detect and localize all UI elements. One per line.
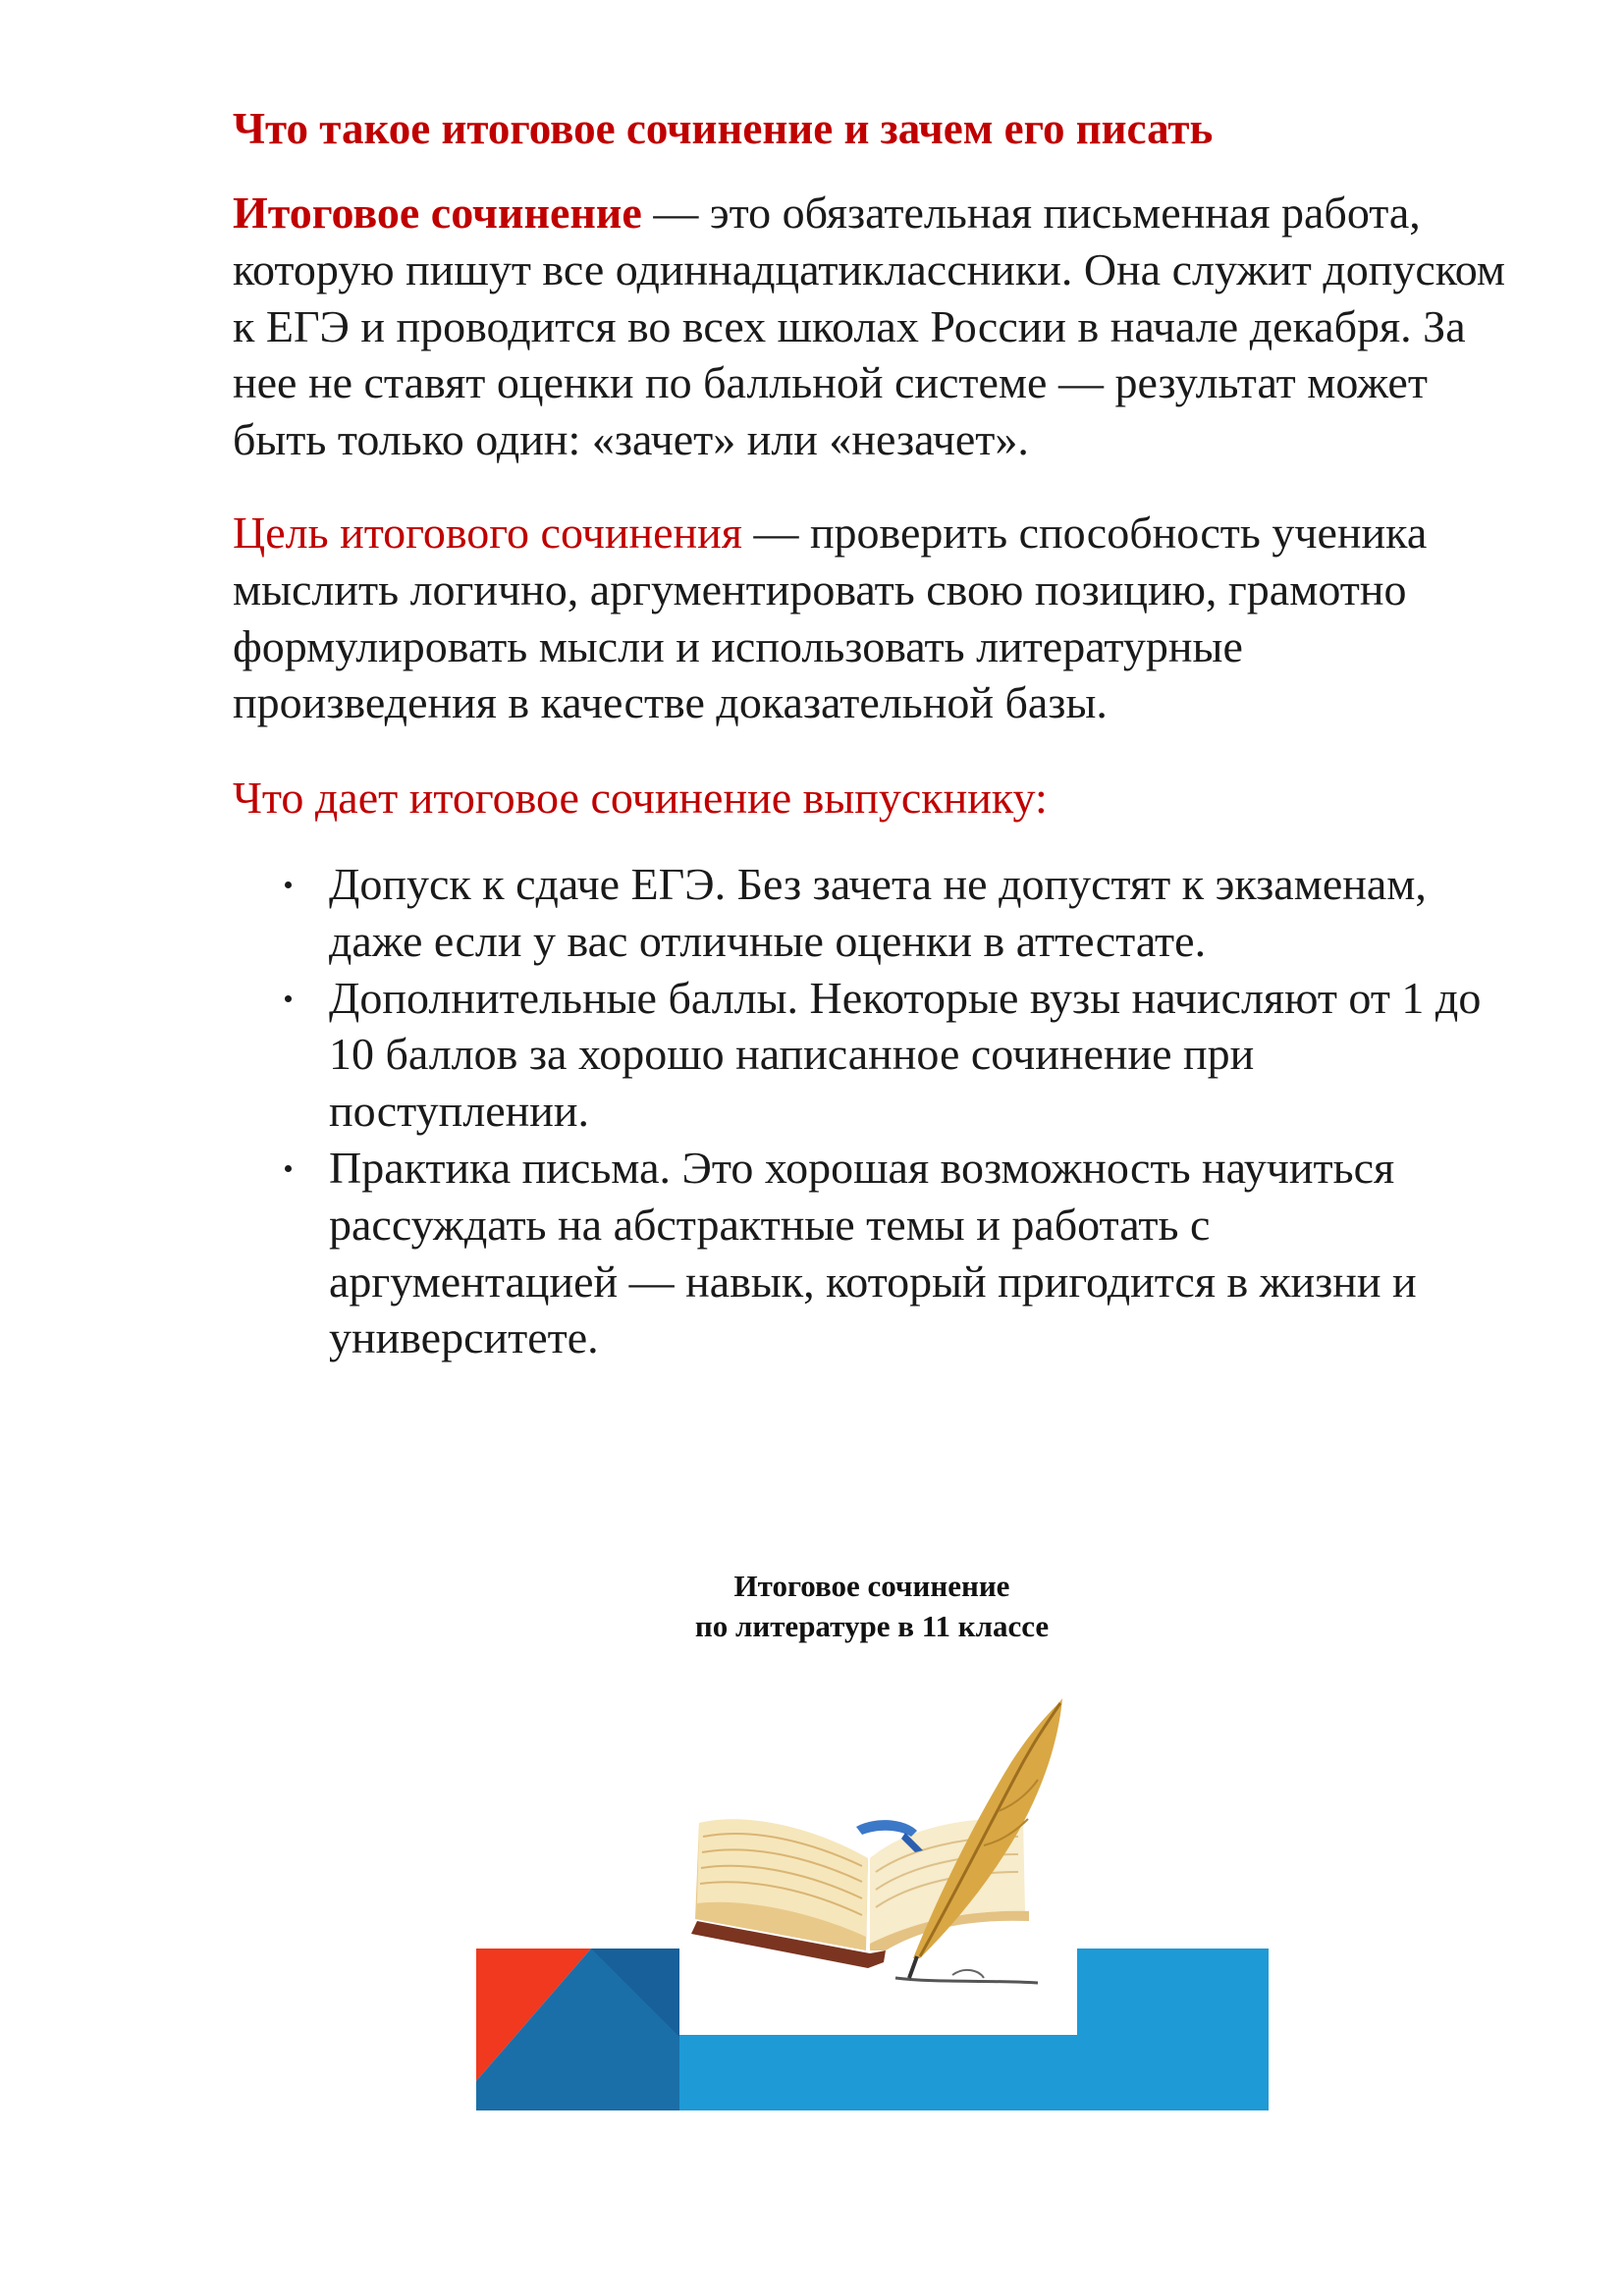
document-page [233, 98, 1509, 1366]
intro-text: — это обязательная письменная работа, которую пишут все одиннадцатиклассники. Она служит допуском к ЕГЭ и проводится во всех школах России в начале декабря. За нее не ставят оценки по балльной системе — результат может быть только один: «зачет» или «незачет». [233, 187, 1506, 465]
benefits-heading: Что дает итоговое сочинение выпускнику: [233, 773, 1048, 824]
benefits-list [233, 856, 1509, 1366]
illustration-title [473, 1566, 1271, 1646]
list-item-text: Практика письма. Это хорошая возможность научиться рассуждать на абстрактные темы и работать с аргументацией — навык, который пригодится в жизни и университете. [329, 1142, 1417, 1363]
illustration-title-line1: Итоговое сочинение [733, 1569, 1010, 1603]
bullet-icon [285, 1165, 292, 1172]
goal-paragraph [233, 505, 1509, 731]
list-item [233, 970, 1509, 1140]
intro-term: Итоговое сочинение [233, 187, 642, 238]
intro-paragraph [233, 185, 1509, 468]
list-item [233, 856, 1509, 970]
essay-illustration [473, 1566, 1271, 2110]
illustration-title-line2: по литературе в 11 классе [694, 1609, 1050, 1643]
goal-term: Цель итогового сочинения [233, 507, 742, 558]
illustration-graphic [473, 1566, 1271, 2110]
list-item [233, 1140, 1509, 1366]
page-title: Что такое итоговое сочинение и зачем его писать [233, 104, 1214, 153]
list-item-text: Дополнительные баллы. Некоторые вузы начисляют от 1 до 10 баллов за хорошо написанное сочинение при поступлении. [329, 972, 1482, 1137]
list-item-text: Допуск к сдаче ЕГЭ. Без зачета не допустят к экзаменам, даже если у вас отличные оценки в аттестате. [329, 858, 1427, 966]
bullet-icon [285, 881, 292, 888]
bullet-icon [285, 995, 292, 1002]
goal-text: — проверить способность ученика мыслить логично, аргументировать свою позицию, грамотно формулировать мысли и использовать литературные произведения в качестве доказательной базы. [233, 507, 1428, 728]
